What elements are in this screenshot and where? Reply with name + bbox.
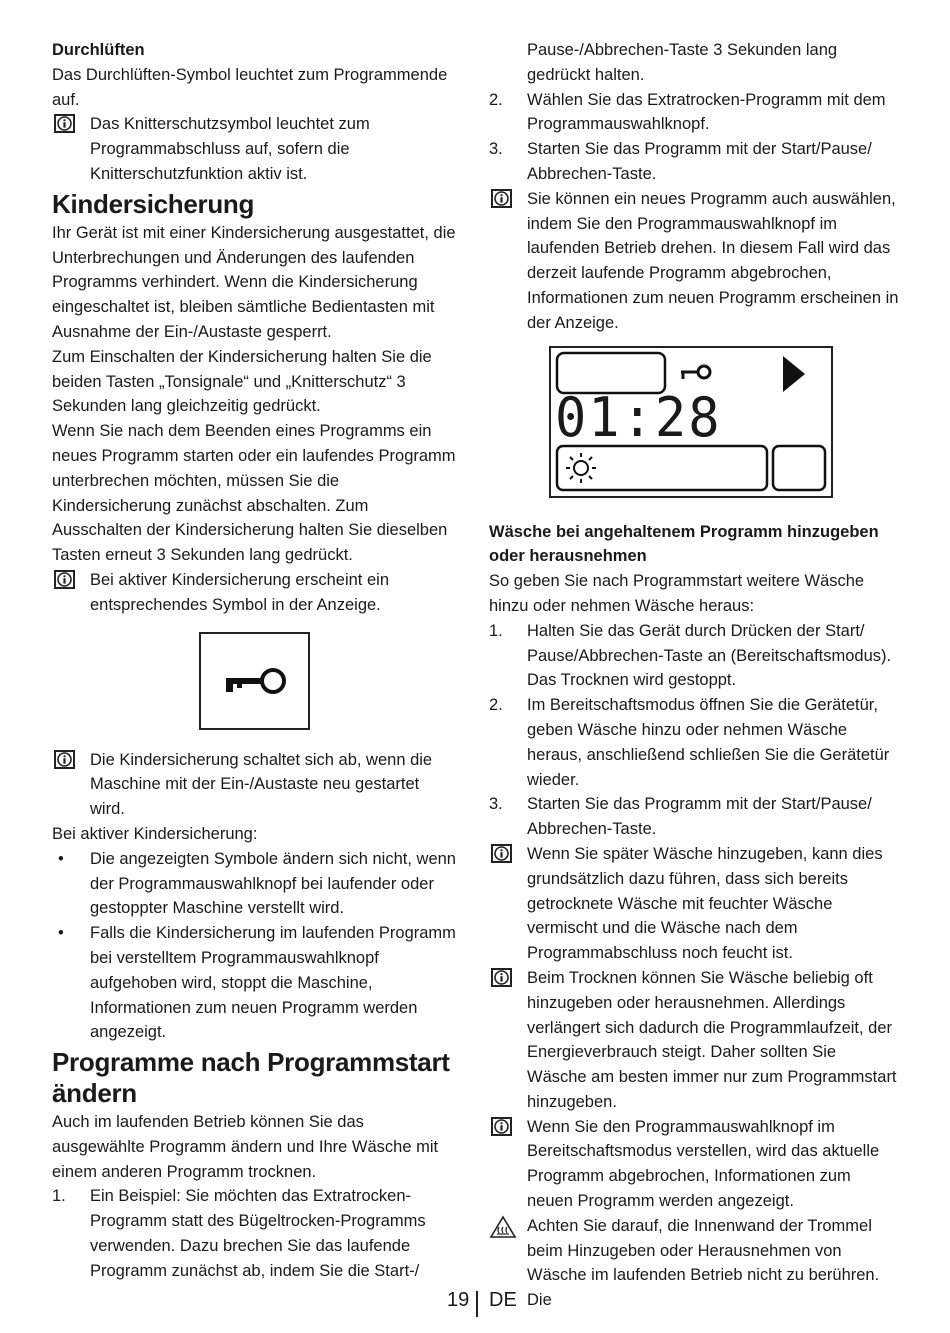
note-text: Wenn Sie später Wäsche hinzugeben, kann dies grundsätzlich dazu führen, dass sich bereits getrocknete Wäsche mit feuchter Wäsche vermischt und die Wäsche nach dem Programmabschluss noch feucht ist.	[527, 844, 883, 963]
numbered-step-continued	[489, 38, 899, 88]
step-number: 2.	[489, 90, 503, 109]
display-time: 01:28	[555, 386, 722, 450]
numbered-step	[489, 137, 899, 187]
info-note	[489, 966, 899, 1115]
key-icon	[220, 664, 290, 698]
paragraph: Auch im laufenden Betrieb können Sie das ausgewählte Programm ändern und Ihre Wäsche mit einem anderen Programm trocknen.	[52, 1113, 439, 1181]
step-text: Starten Sie das Programm mit der Start/Pause/ Abbrechen-Taste.	[527, 795, 872, 839]
step-text: Wählen Sie das Extratrocken-Programm mit dem Programmauswahlknopf.	[527, 90, 886, 134]
note-text: Wenn Sie den Programmauswahlknopf im Bereitschaftsmodus verstellen, wird das aktuelle Programm abgebrochen, Informationen zum neuen Programm werden angezeigt.	[527, 1117, 880, 1211]
step-text: Halten Sie das Gerät durch Drücken der Start/ Pause/Abbrechen-Taste an (Bereitschaftsmodus). Das Trocknen wird gestoppt.	[527, 621, 892, 690]
step-number: 3.	[489, 140, 503, 159]
list-item	[52, 921, 457, 1045]
numbered-step	[489, 88, 899, 138]
info-note	[489, 187, 899, 336]
play-icon	[783, 356, 805, 392]
info-note	[52, 748, 457, 822]
list-item	[52, 847, 457, 921]
step-text: Im Bereitschaftsmodus öffnen Sie die Gerätetür, geben Wäsche hinzu oder nehmen Wäsche heraus, anschließend schließen Sie die Gerätetür wieder.	[527, 696, 890, 789]
info-note	[489, 842, 899, 966]
numbered-step	[489, 693, 899, 792]
note-text: Beim Trocknen können Sie Wäsche beliebig oft hinzugeben oder herausnehmen. Allerdings verlängert sich dadurch die Programmlaufzeit, der Energieverbrauch steigt. Daher sollten Sie Wäsche am besten immer nur zum Programmstart hinzugeben.	[527, 968, 897, 1111]
info-note	[489, 1115, 899, 1214]
step-text: Starten Sie das Programm mit der Start/Pause/ Abbrechen-Taste.	[527, 140, 872, 183]
info-note	[52, 112, 457, 186]
note-text: Sie können ein neues Programm auch auswählen, indem Sie den Programmauswahlknopf im laufenden Betrieb drehen. In diesem Fall wird das derzeit laufende Programm abgebrochen, Informationen zum neuen Programm erscheinen in der Anzeige.	[527, 189, 899, 332]
note-text: Die Kindersicherung schaltet sich ab, wenn die Maschine mit der Ein-/Austaste neu gestartet wird.	[90, 750, 433, 819]
info-icon	[54, 570, 75, 589]
section-heading: Programme nach Programmstart ändern	[52, 1047, 450, 1109]
paragraph: Bei aktiver Kindersicherung:	[52, 824, 258, 843]
list-item-text: Die angezeigten Symbole ändern sich nicht, wenn der Programmauswahlknopf bei laufender oder gestoppter Maschine verstellt wird.	[90, 849, 456, 918]
left-column	[52, 38, 457, 1284]
paragraph: So geben Sie nach Programmstart weitere Wäsche hinzu oder nehmen Wäsche heraus:	[489, 572, 865, 615]
note-text: Achten Sie darauf, die Innenwand der Trommel beim Hinzugeben oder Herausnehmen von Wäsche im laufenden Betrieb nicht zu berühren. Die	[527, 1216, 880, 1310]
warning-note	[489, 1214, 899, 1313]
hot-surface-warning-icon	[489, 1215, 517, 1247]
numbered-step	[52, 1184, 457, 1283]
numbered-step	[489, 792, 899, 842]
list-item-text: Falls die Kindersicherung im laufenden Programm bei verstelltem Programmauswahlknopf aufgehoben wird, stoppt die Maschine, Informationen zum neuen Programm werden angezeigt.	[90, 924, 456, 1042]
info-icon	[54, 114, 75, 133]
step-text: Ein Beispiel: Sie möchten das Extratrocken-Programm statt des Bügeltrocken-Programms verwenden. Dazu brechen Sie das laufende Programm zunächst ab, indem Sie die Start-/	[90, 1187, 426, 1280]
right-column	[489, 38, 899, 1313]
language-code: DE	[489, 1289, 517, 1311]
key-icon	[681, 366, 710, 379]
subsection-heading: Wäsche bei angehaltenem Programm hinzugeben oder herausnehmen	[489, 522, 879, 566]
step-number: 1.	[489, 621, 503, 640]
note-text: Das Knitterschutzsymbol leuchtet zum Programmabschluss auf, sofern die Knitterschutzfunktion aktiv ist.	[90, 115, 370, 183]
info-icon	[54, 750, 75, 769]
page-number: 19	[447, 1289, 470, 1311]
durchlueften-title: Durchlüften	[52, 41, 145, 59]
display-illustration	[549, 346, 833, 498]
info-icon	[491, 844, 512, 863]
note-text: Bei aktiver Kindersicherung erscheint ein entsprechendes Symbol in der Anzeige.	[90, 570, 389, 614]
step-number: 2.	[489, 696, 503, 715]
info-icon	[491, 968, 512, 987]
info-icon	[491, 1117, 512, 1136]
numbered-step	[489, 619, 899, 693]
bullet-mark: •	[58, 849, 64, 868]
info-note	[52, 568, 457, 618]
child-lock-symbol-box	[199, 632, 310, 730]
paragraph: Zum Einschalten der Kindersicherung halten Sie die beiden Tasten „Tonsignale“ und „Knitterschutz“ 3 Sekunden lang gleichzeitig gedrückt.	[52, 347, 432, 416]
paragraph: Ihr Gerät ist mit einer Kindersicherung ausgestattet, die Unterbrechungen und Änderungen des laufenden Programms verhindert. Wenn die Kindersicherung eingeschaltet ist, bleiben sämtliche Bedientasten mit Ausnahme der Ein-/Austaste gesperrt.	[52, 223, 456, 341]
step-number: 3.	[489, 795, 503, 814]
paragraph: Wenn Sie nach dem Beenden eines Programms ein neues Programm starten oder ein laufendes Programm unterbrechen möchten, müssen Sie die Kindersicherung zunächst abschalten. Zum Ausschalten der Kindersicherung halten Sie dieselben Tasten erneut 3 Sekunden lang gedrückt.	[52, 422, 456, 565]
durchlueften-text: Das Durchlüften-Symbol leuchtet zum Programmende auf.	[52, 65, 448, 109]
footer-divider	[476, 1291, 478, 1317]
info-icon	[491, 189, 512, 208]
step-number: 1.	[52, 1187, 66, 1206]
bullet-mark: •	[58, 924, 64, 943]
step-text: Pause-/Abbrechen-Taste 3 Sekunden lang gedrückt halten.	[527, 41, 838, 84]
section-heading: Kindersicherung	[52, 188, 255, 219]
